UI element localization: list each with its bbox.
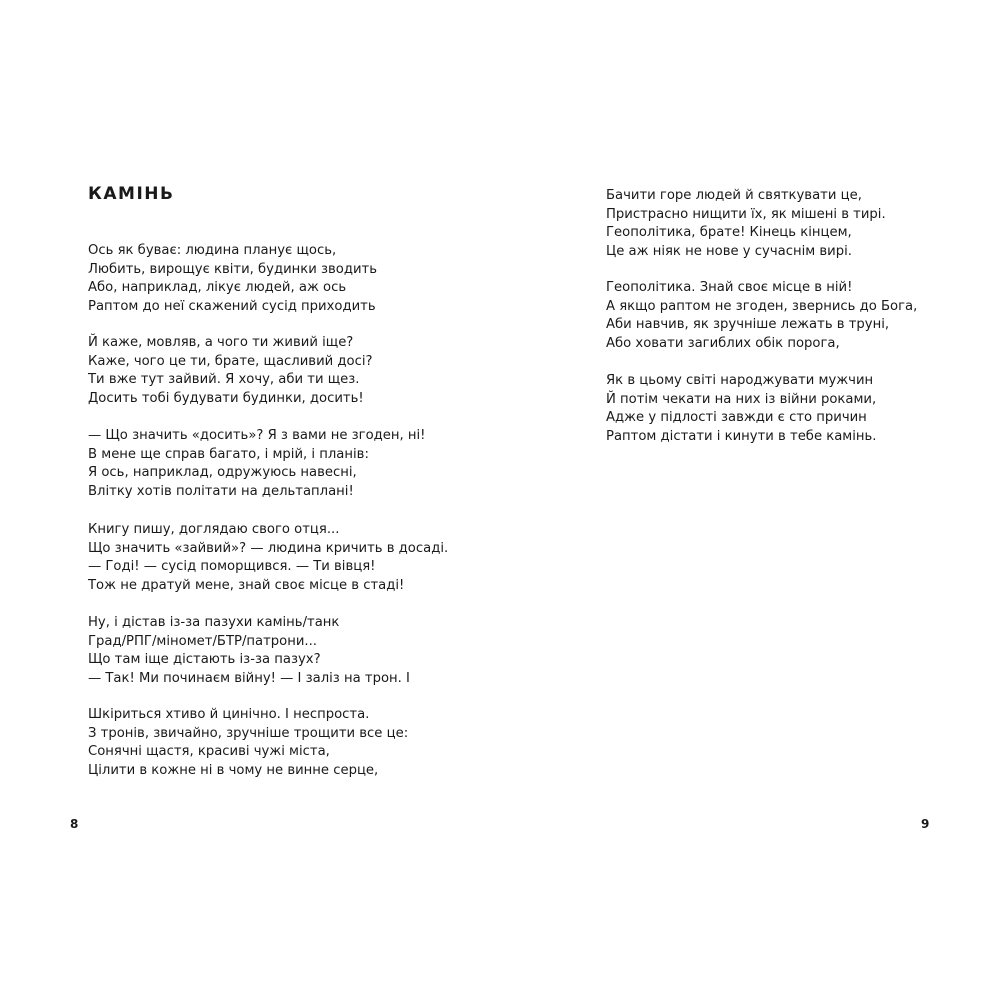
poem-line: Геополітика. Знай своє місце в ній! [606,280,853,295]
poem-line: Каже, чого це ти, брате, щасливий досі? [88,353,373,369]
poem-line: Й каже, мовляв, а чого ти живий іще? [88,335,354,350]
stanza [88,706,408,780]
poem-line: Цілити в кожне ні в чому не винне серце, [88,762,379,778]
poem-line: Влітку хотів політати на дельтаплані! [88,483,354,499]
poem-title: КАМІНЬ [88,184,175,204]
poem-line: — Що значить «досить»? Я з вами не згоден, ні! [88,428,426,443]
poem-line: Адже у підлості завжди є сто причин [606,410,867,425]
poem-line: Ось як буває: людина планує щось, [88,243,337,258]
stanza [88,427,425,501]
poem-line: Раптом до неї скажений сусід приходить [88,298,376,314]
poem-line: Аби навчив, як зручніше лежать в труні, [606,317,890,332]
poem-line: Град/РПГ/міномет/БТР/патрони... [88,633,317,649]
poem-line: Геополітика, брате! Кінець кінцем, [606,225,852,240]
stanza [88,242,377,316]
stanza [88,614,410,688]
poem-line: Що значить «зайвий»? — людина кричить в досаді. [88,540,449,556]
poem-line: Й потім чекати на них із війни роками, [606,391,877,407]
poem-line: А якщо раптом не згоден, звернись до Бога, [606,298,918,314]
poem-line: Ти вже тут зайвий. Я хочу, аби ти щез. [88,372,360,387]
stanza [88,521,448,595]
poem-line: Досить тобі будувати будинки, досить! [88,390,364,406]
poem-line: Книгу пишу, доглядаю свого отця... [88,522,340,537]
poem-line: Я ось, наприклад, одружуюсь навесні, [88,465,357,480]
poem-line: — Годі! — сусід поморщився. — Ти вівця! [88,559,376,574]
poem-line: З тронів, звичайно, зручніше трощити все це: [88,725,409,741]
stanza [88,334,373,408]
page-number-left: 8 [70,817,79,831]
poem-line: Що там іще дістають із-за пазух? [88,652,321,667]
poem-line: Це аж ніяк не нове у сучаснім вирі. [606,243,852,259]
poem-line: Або, наприклад, лікує людей, аж ось [88,280,347,295]
stanza [606,187,886,261]
poem-line: — Так! Ми починаєм війну! — І заліз на трон. І [88,670,410,686]
stanza [606,372,877,446]
poem-line: Любить, вирощує квіти, будинки зводить [88,261,378,277]
page-number-right: 9 [921,817,930,831]
poem-line: Шкіриться хтиво й цинічно. І неспроста. [88,707,370,722]
poem-line: Тож не дратуй мене, знай своє місце в стаді! [88,577,405,593]
poem-line: Ну, і дістав із-за пазухи камінь/танк [88,615,340,630]
poem-line: Раптом дістати і кинути в тебе камінь. [606,428,877,444]
stanza [606,279,917,353]
poem-line: Бачити горе людей й святкувати це, [606,188,862,203]
poem-line: Або ховати загиблих обік порога, [606,335,840,351]
poem-line: Сонячні щастя, красиві чужі міста, [88,744,330,759]
poem-line: В мене ще справ багато, і мрій, і планів: [88,446,369,462]
poem-line: Як в цьому світі народжувати мужчин [606,373,874,388]
poem-line: Пристрасно нищити їх, як мішені в тирі. [606,206,886,222]
